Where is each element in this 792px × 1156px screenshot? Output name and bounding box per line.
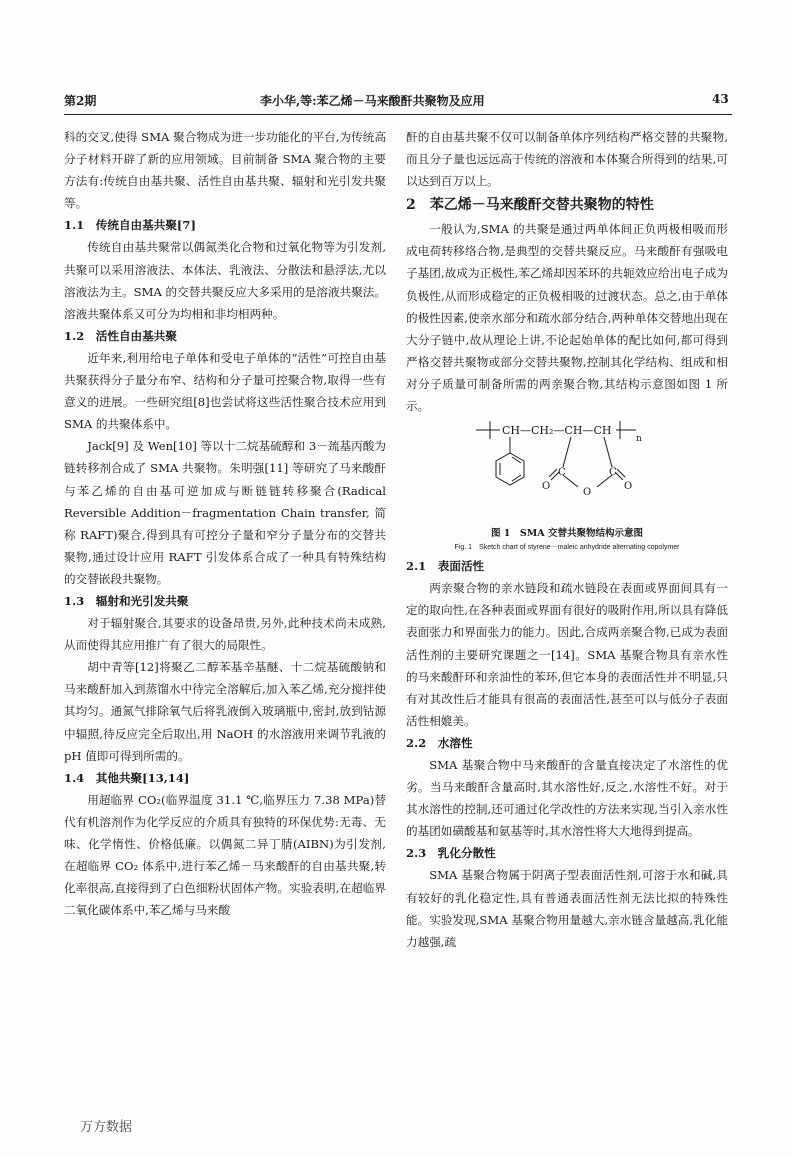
chain-text: CH—CH₂—CH—CH — [502, 424, 612, 438]
section-1-2-heading: 1.2 活性自由基共聚 — [64, 328, 177, 343]
oxygen-ring: O — [583, 487, 592, 499]
section-1-2-paragraph-a: 近年来,利用给电子单体和受电子单体的“活性”可控自由基共聚获得分子量分布窄、结构和分子量可控聚合物,取得一些有意义的进展。一些研究组[8]也尝试将这些活性聚合技术应用到 SMA 的共聚体系中。 — [64, 350, 386, 432]
right-column — [406, 126, 728, 953]
page-number: 43 — [712, 92, 729, 106]
running-title: 李小华,等:苯乙烯－马来酸酐共聚物及应用 — [260, 94, 485, 108]
section-2-heading: 2 苯乙烯－马来酸酐交替共聚物的特性 — [406, 197, 654, 214]
section-1-2-paragraph-b: Jack[9] 及 Wen[10] 等以十二烷基硫醇和 3－巯基丙酸为链转移剂合成了 SMA 共聚物。朱明强[11] 等研究了马来酸酐与苯乙烯的自由基可逆加成与断链链转移聚合(Radical Reversible Addition－fragmentation Chain transfer, 简称 RAFT)聚合,得到具有可控分子量和窄分子量分布的交替共聚物,通过设计应用 RAFT 引发体系合成了一种具有特殊结构的交替嵌段共聚物。 — [64, 439, 386, 586]
continued-paragraph: 酐的自由基共聚不仅可以制备单体序列结构严格交替的共聚物,而且分子量也远远高于传统的溶液和本体聚合所得到的结果,可以达到百万以上。 — [406, 130, 728, 189]
section-1-4-heading: 1.4 其他共聚[13,14] — [64, 770, 190, 785]
section-2-3-paragraph: SMA 基聚合物属于阴离子型表面活性剂,可溶于水和碱,具有较好的乳化稳定性,具有普通表面活性剂无法比拟的特殊性能。实验发现,SMA 基聚合物用量越大,亲水链含量越高,乳化能力越强,疏 — [406, 868, 728, 949]
section-1-3-paragraph-a: 对于辐射聚合,其要求的设备昂贵,另外,此种技术尚未成熟,从而使得其应用推广有了很大的局限性。 — [64, 616, 386, 653]
repeat-subscript: n — [636, 434, 642, 445]
oxygen-right: O — [624, 481, 633, 493]
left-column — [64, 126, 386, 921]
section-2-1-heading: 2.1 表面活性 — [406, 559, 485, 574]
wanfang-watermark: 万方数据 — [80, 1120, 133, 1135]
section-2-3-heading: 2.3 乳化分散性 — [406, 846, 496, 861]
journal-issue: 第2期 — [64, 94, 97, 108]
section-2-2-heading: 2.2 水溶性 — [406, 735, 473, 750]
section-1-3-heading: 1.3 辐射和光引发共聚 — [64, 593, 189, 608]
oxygen-left: O — [542, 481, 551, 493]
carbonyl-carbon-left: C — [558, 467, 566, 479]
sma-structure-diagram — [406, 417, 728, 527]
section-2-paragraph: 一般认为,SMA 的共聚是通过两单体间正负两极相吸而形成电荷转移络合物,是典型的交替共聚反应。马来酸酐有强吸电子基团,故成为正极性,苯乙烯却因苯环的共轭效应给出电子成为负极性,从而形成稳定的正负极相吸的过渡状态。总之,由于单体的极性因素,使亲水部分和疏水部分结合,两种单体交替地出现在大分子链中,故从理论上讲,不论起始单体的配比如何,都可得到严格交替共聚物或部分交替共聚物,控制其化学结构、组成和相对分子质量可制备所需的两亲聚合物,其结构示意图如图 1 所示。 — [406, 222, 728, 414]
figure-caption-en: Fig. 1 Sketch chart of styrene－maleic anhydride alternating copolymer — [454, 544, 680, 552]
section-1-1-paragraph: 传统自由基共聚常以偶氮类化合物和过氧化物等为引发剂,共聚可以采用溶液法、本体法、乳液法、分散法和悬浮法,尤以溶液法为主。SMA 的交替共聚反应大多采用的是溶液共聚法。溶液共聚体系又可分为均相和非均相两种。 — [64, 240, 386, 321]
carbonyl-carbon-right: C — [609, 467, 617, 479]
figure-1 — [406, 417, 728, 527]
figure-caption-cn: 图 1 SMA 交替共聚物结构示意图 — [491, 528, 643, 540]
section-2-1-paragraph: 两亲聚合物的亲水链段和疏水链段在表面或界面间具有一定的取向性,在各种表面或界面有很好的吸附作用,所以具有降低表面张力和界面张力的能力。因此,合成两亲聚合物,已成为表面活性剂的主要研究课题之一[14]。SMA 基聚合物具有亲水性的马来酸酐环和亲油性的苯环,但它本身的表面活性并不明显,只有对其改性后才能具有很高的表面活性,甚至可以与低分子表面活性相媲美。 — [406, 581, 728, 728]
intro-paragraph: 科的交叉,使得 SMA 聚合物成为进一步功能化的平台,为传统高分子材料开辟了新的应用领域。目前制备 SMA 聚合物的主要方法有:传统自由基共聚、活性自由基共聚、辐射和光引发共聚等。 — [64, 130, 386, 211]
section-1-4-paragraph: 用超临界 CO₂(临界温度 31.1 ℃,临界压力 7.38 MPa)替代有机溶剂作为化学反应的介质具有独特的环保优势:无毒、无味、化学惰性、价格低廉。以偶氮二异丁腈(AIBN)为引发剂,在超临界 CO₂ 体系中,进行苯乙烯－马来酸酐的自由基共聚,转化率很高,直接得到了白色细粉状固体产物。实验表明,在超临界二氧化碳体系中,苯乙烯与马来酸 — [64, 792, 386, 918]
header-rule — [64, 114, 732, 115]
section-1-1-heading: 1.1 传统自由基共聚[7] — [64, 218, 196, 233]
section-2-2-paragraph: SMA 基聚合物中马来酸酐的含量直接决定了水溶性的优劣。当马来酸酐含量高时,其水溶性好,反之,水溶性不好。对于其水溶性的控制,还可通过化学改性的方法来实现,当引入亲水性的基团如磺酸基和氨基等时,其水溶性将大大地得到提高。 — [406, 757, 728, 839]
section-1-3-paragraph-b: 胡中青等[12]将聚乙二醇苯基辛基醚、十二烷基硫酸钠和马来酸酐加入到蒸馏水中待完全溶解后,加入苯乙烯,充分搅拌使其均匀。通氮气排除氧气后将乳液倒入玻璃瓶中,密封,放到钴源中辐照,待反应完全后取出,用 NaOH 的水溶液用来调节乳液的 pH 值即可得到所需的。 — [64, 660, 386, 763]
